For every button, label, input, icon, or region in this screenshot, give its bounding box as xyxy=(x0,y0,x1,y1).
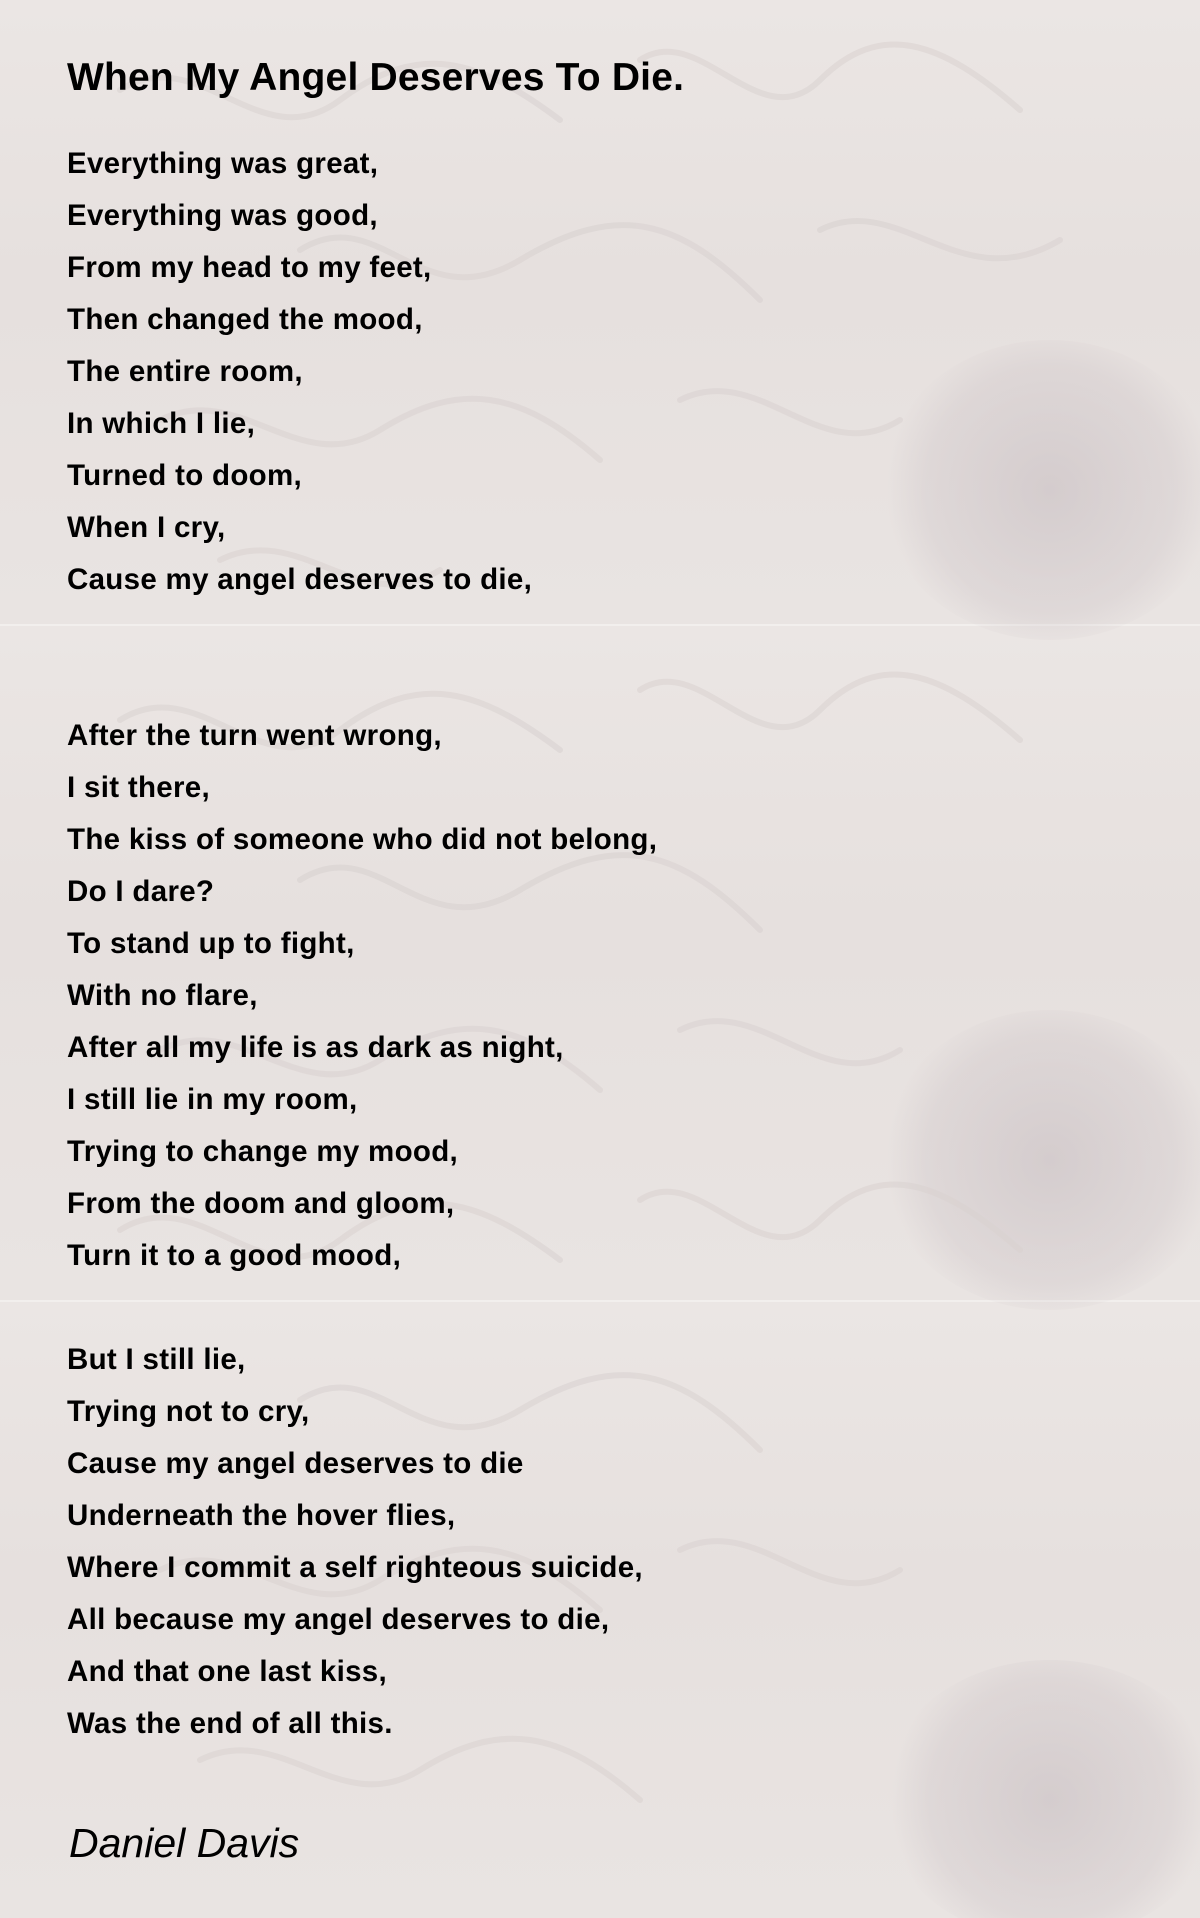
poem-line: Cause my angel deserves to die xyxy=(67,1447,524,1480)
poem-line: Everything was great, xyxy=(67,147,379,180)
poem-line: Do I dare? xyxy=(67,875,215,908)
poem-line: To stand up to fight, xyxy=(67,927,355,960)
poem-line: I sit there, xyxy=(67,771,210,804)
poem-line: After the turn went wrong, xyxy=(67,719,442,752)
poem-line: Trying not to cry, xyxy=(67,1395,310,1428)
poem-line: The kiss of someone who did not belong, xyxy=(67,823,658,856)
poem-line: Everything was good, xyxy=(67,199,378,232)
poem-title: When My Angel Deserves To Die. xyxy=(67,56,685,99)
poem-line: Turn it to a good mood, xyxy=(67,1239,402,1272)
poem xyxy=(67,50,1147,1750)
poem-line: The entire room, xyxy=(67,355,303,388)
poem-line: Turned to doom, xyxy=(67,459,302,492)
poem-line: Then changed the mood, xyxy=(67,303,423,336)
poem-line: Was the end of all this. xyxy=(67,1707,393,1740)
stanza xyxy=(67,710,1147,1282)
poem-line: All because my angel deserves to die, xyxy=(67,1603,610,1636)
poem-line: And that one last kiss, xyxy=(67,1655,387,1688)
poem-line: Trying to change my mood, xyxy=(67,1135,459,1168)
stanza xyxy=(67,138,1147,606)
poem-line: From the doom and gloom, xyxy=(67,1187,455,1220)
poem-line: From my head to my feet, xyxy=(67,251,432,284)
poem-line: Underneath the hover flies, xyxy=(67,1499,456,1532)
poem-line: With no flare, xyxy=(67,979,258,1012)
poem-line: But I still lie, xyxy=(67,1343,246,1376)
poem-line: Where I commit a self righteous suicide, xyxy=(67,1551,643,1584)
stanza xyxy=(67,1334,1147,1750)
poem-line: After all my life is as dark as night, xyxy=(67,1031,564,1064)
poem-line: Cause my angel deserves to die, xyxy=(67,563,533,596)
poem-line: When I cry, xyxy=(67,511,226,544)
poem-line: I still lie in my room, xyxy=(67,1083,358,1116)
poem-line: In which I lie, xyxy=(67,407,256,440)
poem-author: Daniel Davis xyxy=(69,1820,300,1866)
